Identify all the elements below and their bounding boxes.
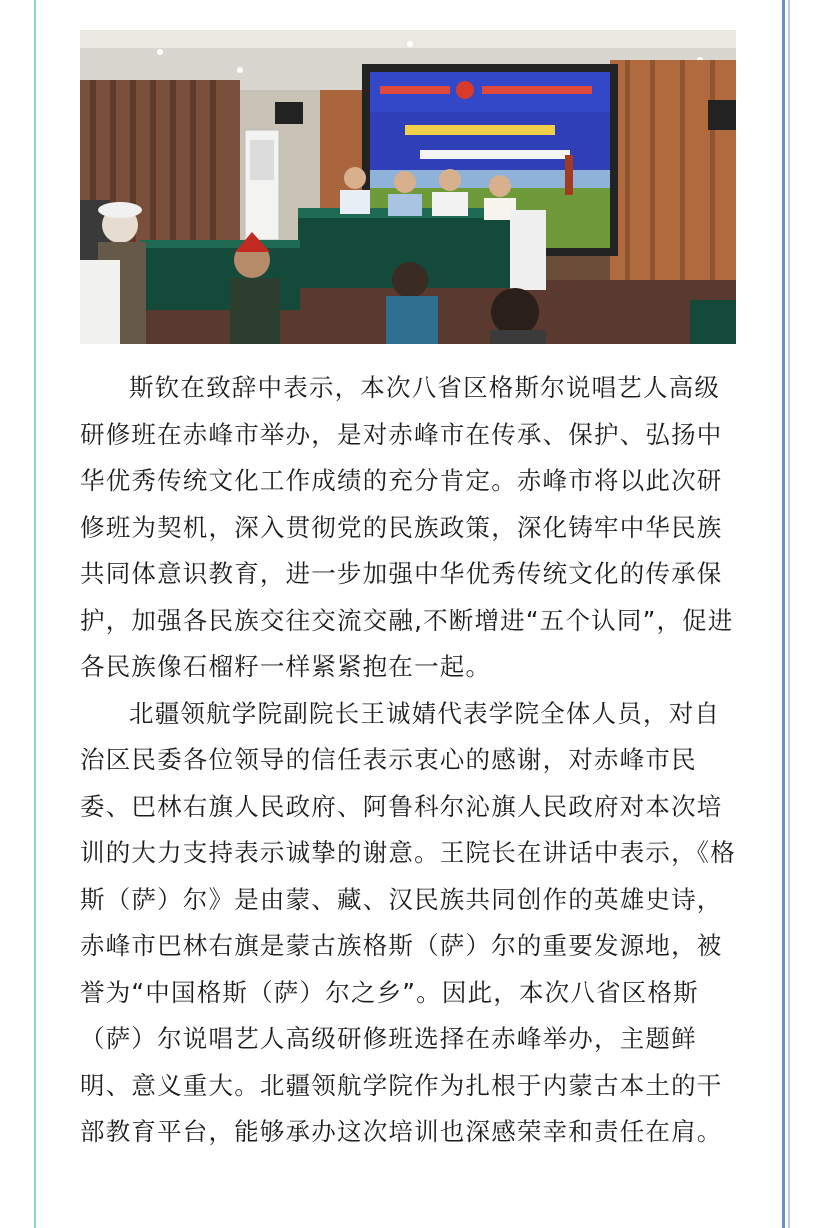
left-border-line (34, 0, 36, 1228)
right-border-line (782, 0, 785, 1228)
article-paragraph-1: 斯钦在致辞中表示，本次八省区格斯尔说唱艺人高级研修班在赤峰市举办，是对赤峰市在传承、保护、弘扬中华优秀传统文化工作成绩的充分肯定。赤峰市将以此次研修班为契机，深入贯彻党的民族政策，深化铸牢中华民族共同体意识教育，进一步加强中华优秀传统文化的传承保护，加强各民族交往交流交融,不断增进“五个认同”，促进各民族像石榴籽一样紧紧抱在一起。 (80, 373, 734, 681)
article-paragraph-2: 北疆领航学院副院长王诚婧代表学院全体人员，对自治区民委各位领导的信任表示衷心的感谢，对赤峰市民委、巴林右旗人民政府、阿鲁科尔沁旗人民政府对本次培训的大力支持表示诚挚的谢意。王院长在讲话中表示，《格斯（萨）尔》是由蒙、藏、汉民族共同创作的英雄史诗，赤峰市巴林右旗是蒙古族格斯（萨）尔的重要发源地，被誉为“中国格斯（萨）尔之乡”。因此，本次八省区格斯（萨）尔说唱艺人高级研修班选择在赤峰举办，主题鲜明、意义重大。北疆领航学院作为扎根于内蒙古本土的干部教育平台，能够承办这次培训也深感荣幸和责任在肩。 (80, 698, 736, 1146)
conference-photo (80, 30, 736, 344)
right-border-line-light (788, 0, 790, 1228)
article-body (80, 365, 740, 1156)
